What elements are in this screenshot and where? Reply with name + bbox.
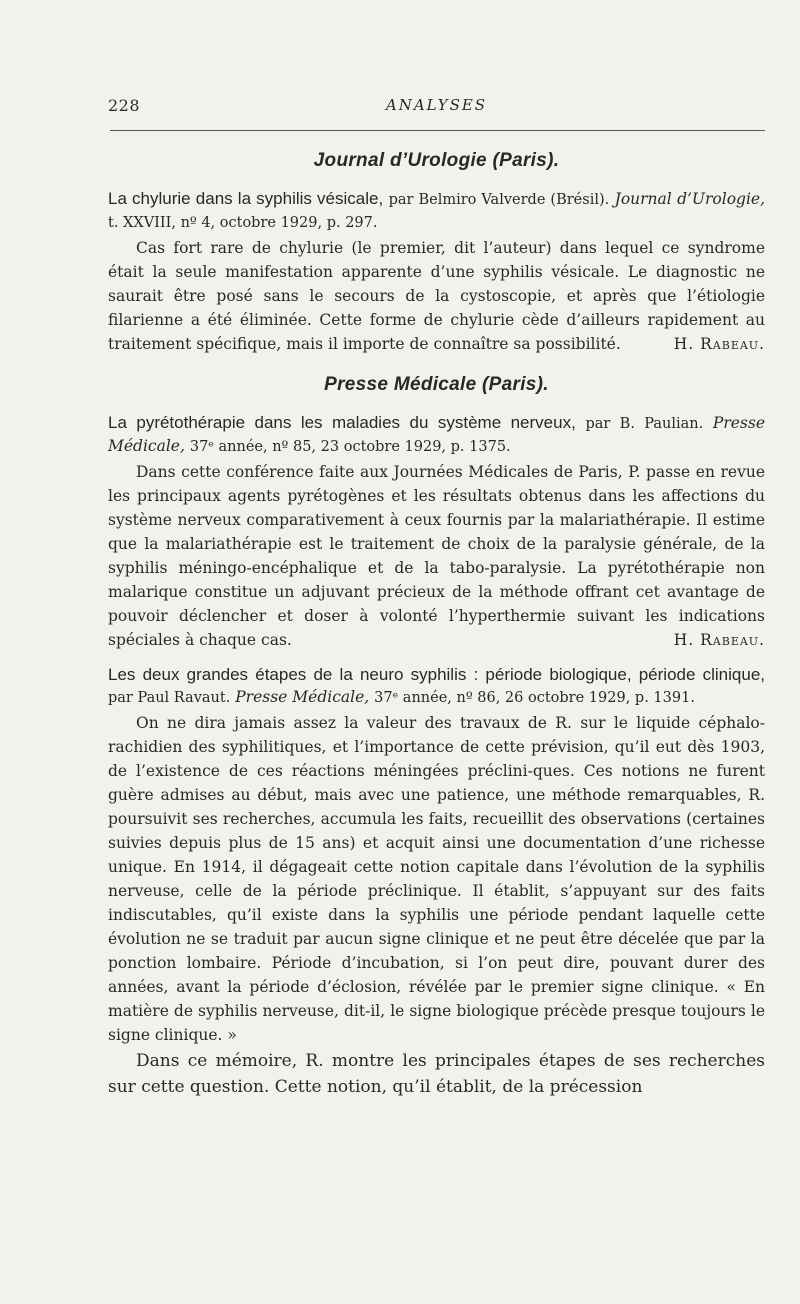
article-headline xyxy=(108,188,765,234)
article-source: Journal d’Urologie, xyxy=(614,190,765,208)
article-paragraph xyxy=(108,460,765,652)
journal-section xyxy=(108,150,765,356)
article-citation: t. XXVIII, nº 4, octobre 1929, p. 297. xyxy=(108,215,378,231)
article xyxy=(108,412,765,652)
page-header xyxy=(108,96,765,120)
journal-heading: Journal d’Urologie (Paris). xyxy=(313,150,560,171)
article-signature: H. Rabeau. xyxy=(673,631,765,649)
content-column xyxy=(108,150,765,1112)
paragraph-text: Dans cette conférence faite aux Journées Médicales de Paris, P. passe en revue les principaux agents pyrétogènes et les résultats obtenus dans les affections du système nerveux comparativement à ceux fournis par la malariathérapie. Il estime que la malariathérapie est le traitement de choix de la paralysie générale, de la syphilis méningo-encéphalique et de la tabo-paralysie. La pyrétothérapie non malarique constitue un adjuvant précieux de la méthode offrant cet avantage de pouvoir déclencher et doser à volonté l’hyperthermie suivant les indications spéciales à chaque cas. xyxy=(108,463,765,649)
article-title: La chylurie dans la syphilis vésicale, xyxy=(108,189,384,208)
article-paragraph xyxy=(108,236,765,356)
article-byline: par Belmiro Valverde (Brésil). xyxy=(388,192,610,208)
page-number: 228 xyxy=(108,96,141,115)
article-citation: 37ᵉ année, nº 85, 23 octobre 1929, p. 1375. xyxy=(189,439,511,455)
journal-heading: Presse Médicale (Paris). xyxy=(324,374,549,395)
article-byline: par B. Paulian. xyxy=(585,416,704,432)
running-head: ANALYSES xyxy=(385,96,488,114)
article-title: Les deux grandes étapes de la neuro syphilis : période biologique, période clinique, xyxy=(108,665,765,684)
article-headline xyxy=(108,412,765,458)
article-byline: par Paul Ravaut. xyxy=(108,690,231,706)
article xyxy=(108,188,765,356)
header-rule xyxy=(110,130,765,131)
article-title: La pyrétothérapie dans les maladies du système nerveux, xyxy=(108,413,576,432)
article-citation: 37ᵉ année, nº 86, 26 octobre 1929, p. 1391. xyxy=(374,690,695,706)
article-source: Presse Médicale, xyxy=(235,688,370,706)
paragraph-text: Cas fort rare de chylurie (le premier, dit l’auteur) dans lequel ce syndrome était la seule manifestation apparente d’une syphilis vésicale. Le diagnostic ne saurait être posé sans le secours de la cystoscopie, et après que l’étiologie filarienne a été éliminée. Cette forme de chylurie cède d’ailleurs rapidement au traitement spécifique, mais il importe de connaître sa possibilité. xyxy=(108,239,765,353)
article-paragraph: On ne dira jamais assez la valeur des travaux de R. sur le liquide céphalo-rachidien des syphilitiques, et l’importance de cette prévision, qu’il eut dès 1903, de l’existence de ces réactions méningées préclini-ques. Ces notions ne furent guère admises au début, mais avec une patience, une méthode remarquables, R. poursuivit ses recherches, accumula les faits, recueillit des observations (certaines suivies depuis plus de 15 ans) et acquit ainsi une documentation d’une richesse unique. En 1914, il dégageait cette notion capitale dans l’évolution de la syphilis nerveuse, celle de la période préclinique. Il établit, s’appuyant sur des faits indiscutables, qu’il existe dans la syphilis une période pendant laquelle cette évolution ne se traduit par aucun signe clinique et ne peut être décelée que par la ponction lombaire. Période d’incubation, si l’on peut dire, pouvant durer des années, avant la période d’éclosion, révélée par le premier signe clinique. « En matière de syphilis nerveuse, dit-il, le signe biologique précède presque toujours le signe clinique. » xyxy=(108,714,765,1044)
article-source: Presse Médicale, xyxy=(108,414,766,455)
journal-section xyxy=(108,374,765,1100)
article-paragraph: Dans ce mémoire, R. montre les principales étapes de ses recherches sur cette question. Cette notion, qu’il établit, de la précession xyxy=(108,1051,765,1097)
article-signature: H. Rabeau. xyxy=(673,335,765,353)
article xyxy=(108,664,765,1100)
article-headline xyxy=(108,664,765,709)
